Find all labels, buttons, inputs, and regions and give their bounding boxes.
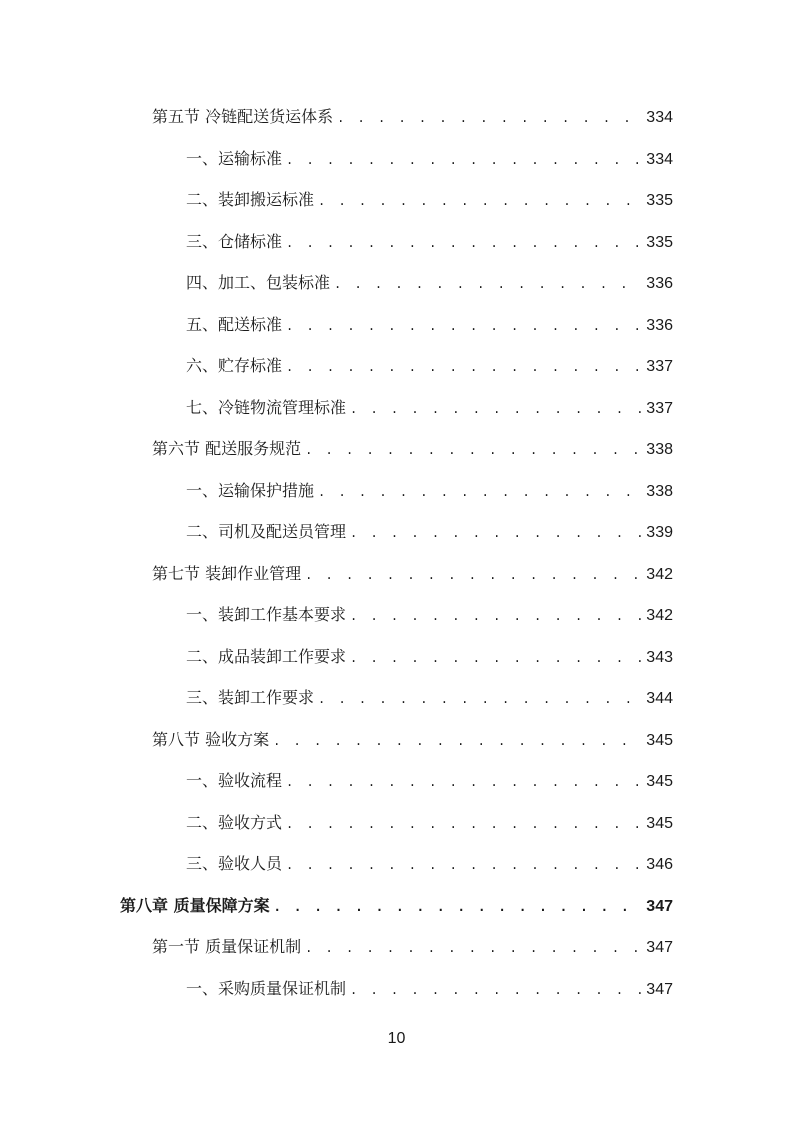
dot-leader <box>286 146 642 174</box>
dot-leader <box>305 436 642 464</box>
toc-entry-label: 三、装卸工作要求 <box>186 688 315 707</box>
toc-entry-label: 三、仓储标准 <box>186 232 283 251</box>
toc-entry-label: 一、运输标准 <box>186 149 283 168</box>
toc-entry-label: 二、成品装卸工作要求 <box>186 647 347 666</box>
toc-entry[interactable] <box>186 477 673 505</box>
toc-entry-page: 342 <box>646 607 673 624</box>
dot-leader <box>318 685 642 713</box>
toc-entry-label: 第一节 质量保证机制 <box>152 937 302 956</box>
toc-entry[interactable] <box>152 435 673 463</box>
dot-leader <box>286 353 642 381</box>
toc-entry-page: 339 <box>646 524 673 541</box>
toc-entry[interactable] <box>186 684 673 712</box>
toc-entry-page: 336 <box>646 275 673 292</box>
dot-leader <box>273 727 642 755</box>
toc-entry-label: 二、验收方式 <box>186 813 283 832</box>
dot-leader <box>318 187 642 215</box>
toc-entry-page: 336 <box>646 317 673 334</box>
toc-entry-label: 第五节 冷链配送货运体系 <box>152 107 334 126</box>
toc-entry[interactable] <box>186 601 673 629</box>
toc-entry-page: 338 <box>646 441 673 458</box>
dot-leader <box>305 561 642 589</box>
toc-entry[interactable] <box>186 228 673 256</box>
toc-entry-page: 347 <box>646 939 673 956</box>
dot-leader <box>318 478 642 506</box>
toc-entry[interactable] <box>186 269 673 297</box>
toc-entry[interactable] <box>186 394 673 422</box>
toc-entry-page: 335 <box>646 234 673 251</box>
toc-entry[interactable] <box>186 643 673 671</box>
dot-leader <box>286 810 642 838</box>
toc-entry[interactable] <box>186 311 673 339</box>
toc-entry-page: 335 <box>646 192 673 209</box>
toc-entry[interactable] <box>186 850 673 878</box>
dot-leader <box>350 976 642 1004</box>
dot-leader <box>286 768 642 796</box>
toc-entry-label: 一、采购质量保证机制 <box>186 979 347 998</box>
dot-leader <box>334 270 642 298</box>
toc-entry[interactable] <box>152 726 673 754</box>
toc-entry[interactable] <box>186 518 673 546</box>
dot-leader <box>350 602 642 630</box>
toc-entry-label: 第六节 配送服务规范 <box>152 439 302 458</box>
dot-leader <box>286 312 642 340</box>
toc-entry-page: 344 <box>646 690 673 707</box>
toc-entry-label: 第七节 装卸作业管理 <box>152 564 302 583</box>
toc-entry-page: 347 <box>646 898 673 915</box>
toc-entry-label: 四、加工、包装标准 <box>186 273 331 292</box>
toc-entry[interactable] <box>152 933 673 961</box>
dot-leader <box>350 395 642 423</box>
toc-entry[interactable] <box>186 145 673 173</box>
toc-entry-page: 334 <box>646 151 673 168</box>
dot-leader <box>286 851 642 879</box>
dot-leader <box>274 893 643 921</box>
dot-leader <box>305 934 642 962</box>
dot-leader <box>337 104 642 132</box>
toc-entry-label: 六、贮存标准 <box>186 356 283 375</box>
toc-entry-page: 334 <box>646 109 673 126</box>
toc-entry-page: 345 <box>646 732 673 749</box>
toc-entry-label: 一、运输保护措施 <box>186 481 315 500</box>
toc-entry-label: 二、司机及配送员管理 <box>186 522 347 541</box>
toc-entry[interactable] <box>186 767 673 795</box>
toc-entry-page: 345 <box>646 815 673 832</box>
toc-entry-page: 343 <box>646 649 673 666</box>
toc-entry-label: 三、验收人员 <box>186 854 283 873</box>
toc-entry-label: 七、冷链物流管理标准 <box>186 398 347 417</box>
toc-entry-label: 一、验收流程 <box>186 771 283 790</box>
toc-entry[interactable] <box>186 186 673 214</box>
toc-entry-label: 二、装卸搬运标准 <box>186 190 315 209</box>
toc-entry-label: 第八节 验收方案 <box>152 730 270 749</box>
dot-leader <box>286 229 642 257</box>
toc-entry-label: 第八章 质量保障方案 <box>120 896 270 915</box>
toc-entry[interactable] <box>186 352 673 380</box>
toc-entry[interactable] <box>152 103 673 131</box>
toc-entry-page: 347 <box>646 981 673 998</box>
dot-leader <box>350 519 642 547</box>
toc-entry[interactable] <box>120 892 673 920</box>
toc-entry-label: 一、装卸工作基本要求 <box>186 605 347 624</box>
toc-entry-page: 337 <box>646 400 673 417</box>
dot-leader <box>350 644 642 672</box>
toc-entry[interactable] <box>186 809 673 837</box>
toc-entry[interactable] <box>152 560 673 588</box>
toc-entry[interactable] <box>186 975 673 1003</box>
toc-entry-page: 338 <box>646 483 673 500</box>
toc-entry-page: 345 <box>646 773 673 790</box>
toc-entry-page: 337 <box>646 358 673 375</box>
toc-entry-page: 346 <box>646 856 673 873</box>
page-number: 10 <box>387 1030 406 1047</box>
toc-entry-label: 五、配送标准 <box>186 315 283 334</box>
toc-entry-page: 342 <box>646 566 673 583</box>
